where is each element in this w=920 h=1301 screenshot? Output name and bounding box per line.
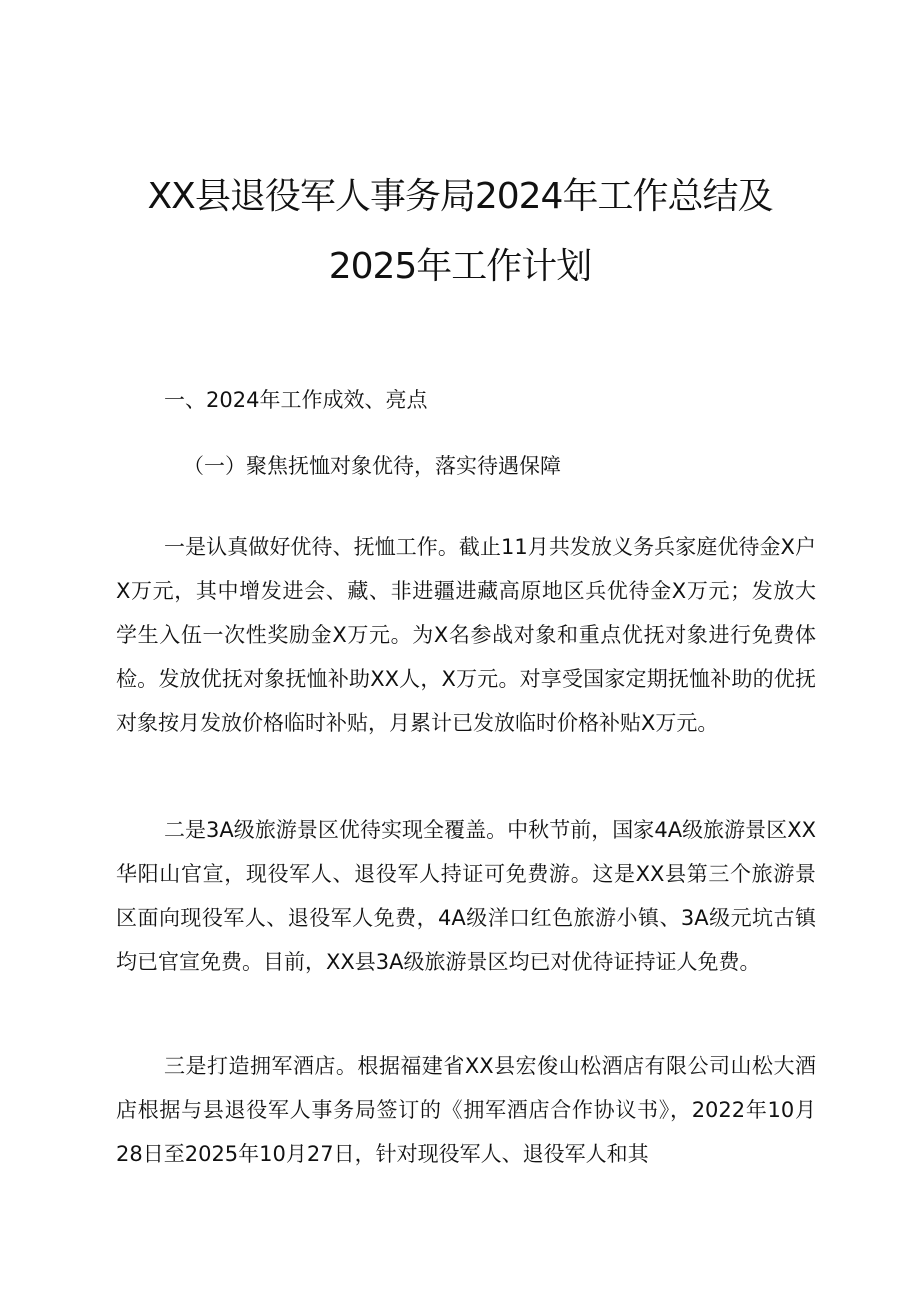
body-paragraph-3: 三是打造拥军酒店。根据福建省XX县宏俊山松酒店有限公司山松大酒店根据与县退役军人事务局签订的《拥军酒店合作协议书》，2022年10月28日至2025年10月27日，针对现役军人、退役军人和其 xyxy=(116,1054,816,1166)
body-paragraph-2: 二是3A级旅游景区优待实现全覆盖。中秋节前，国家4A级旅游景区XX华阳山官宣，现役军人、退役军人持证可免费游。这是XX县第三个旅游景区面向现役军人、退役军人免费，4A级洋口红色旅游小镇、3A级元坑古镇均已官宣免费。目前，XX县3A级旅游景区均已对优待证持证人免费。 xyxy=(116,818,816,974)
subsection-heading: （一）聚焦抚恤对象优待，落实待遇保障 xyxy=(183,454,561,478)
section-heading: 一、2024年工作成效、亮点 xyxy=(164,388,428,412)
body-paragraph-1: 一是认真做好优待、抚恤工作。截止11月共发放义务兵家庭优待金X户X万元，其中增发进会、藏、非进疆进藏高原地区兵优待金X万元；发放大学生入伍一次性奖励金X万元。为X名参战对象和重点优抚对象进行免费体检。发放优抚对象抚恤补助XX人，X万元。对享受国家定期抚恤补助的优抚对象按月发放价格临时补贴，月累计已发放临时价格补贴X万元。 xyxy=(116,535,816,735)
document-title-line-1: XX县退役军人事务局2024年工作总结及 xyxy=(147,176,773,217)
document-title-line-2: 2025年工作计划 xyxy=(328,246,592,287)
